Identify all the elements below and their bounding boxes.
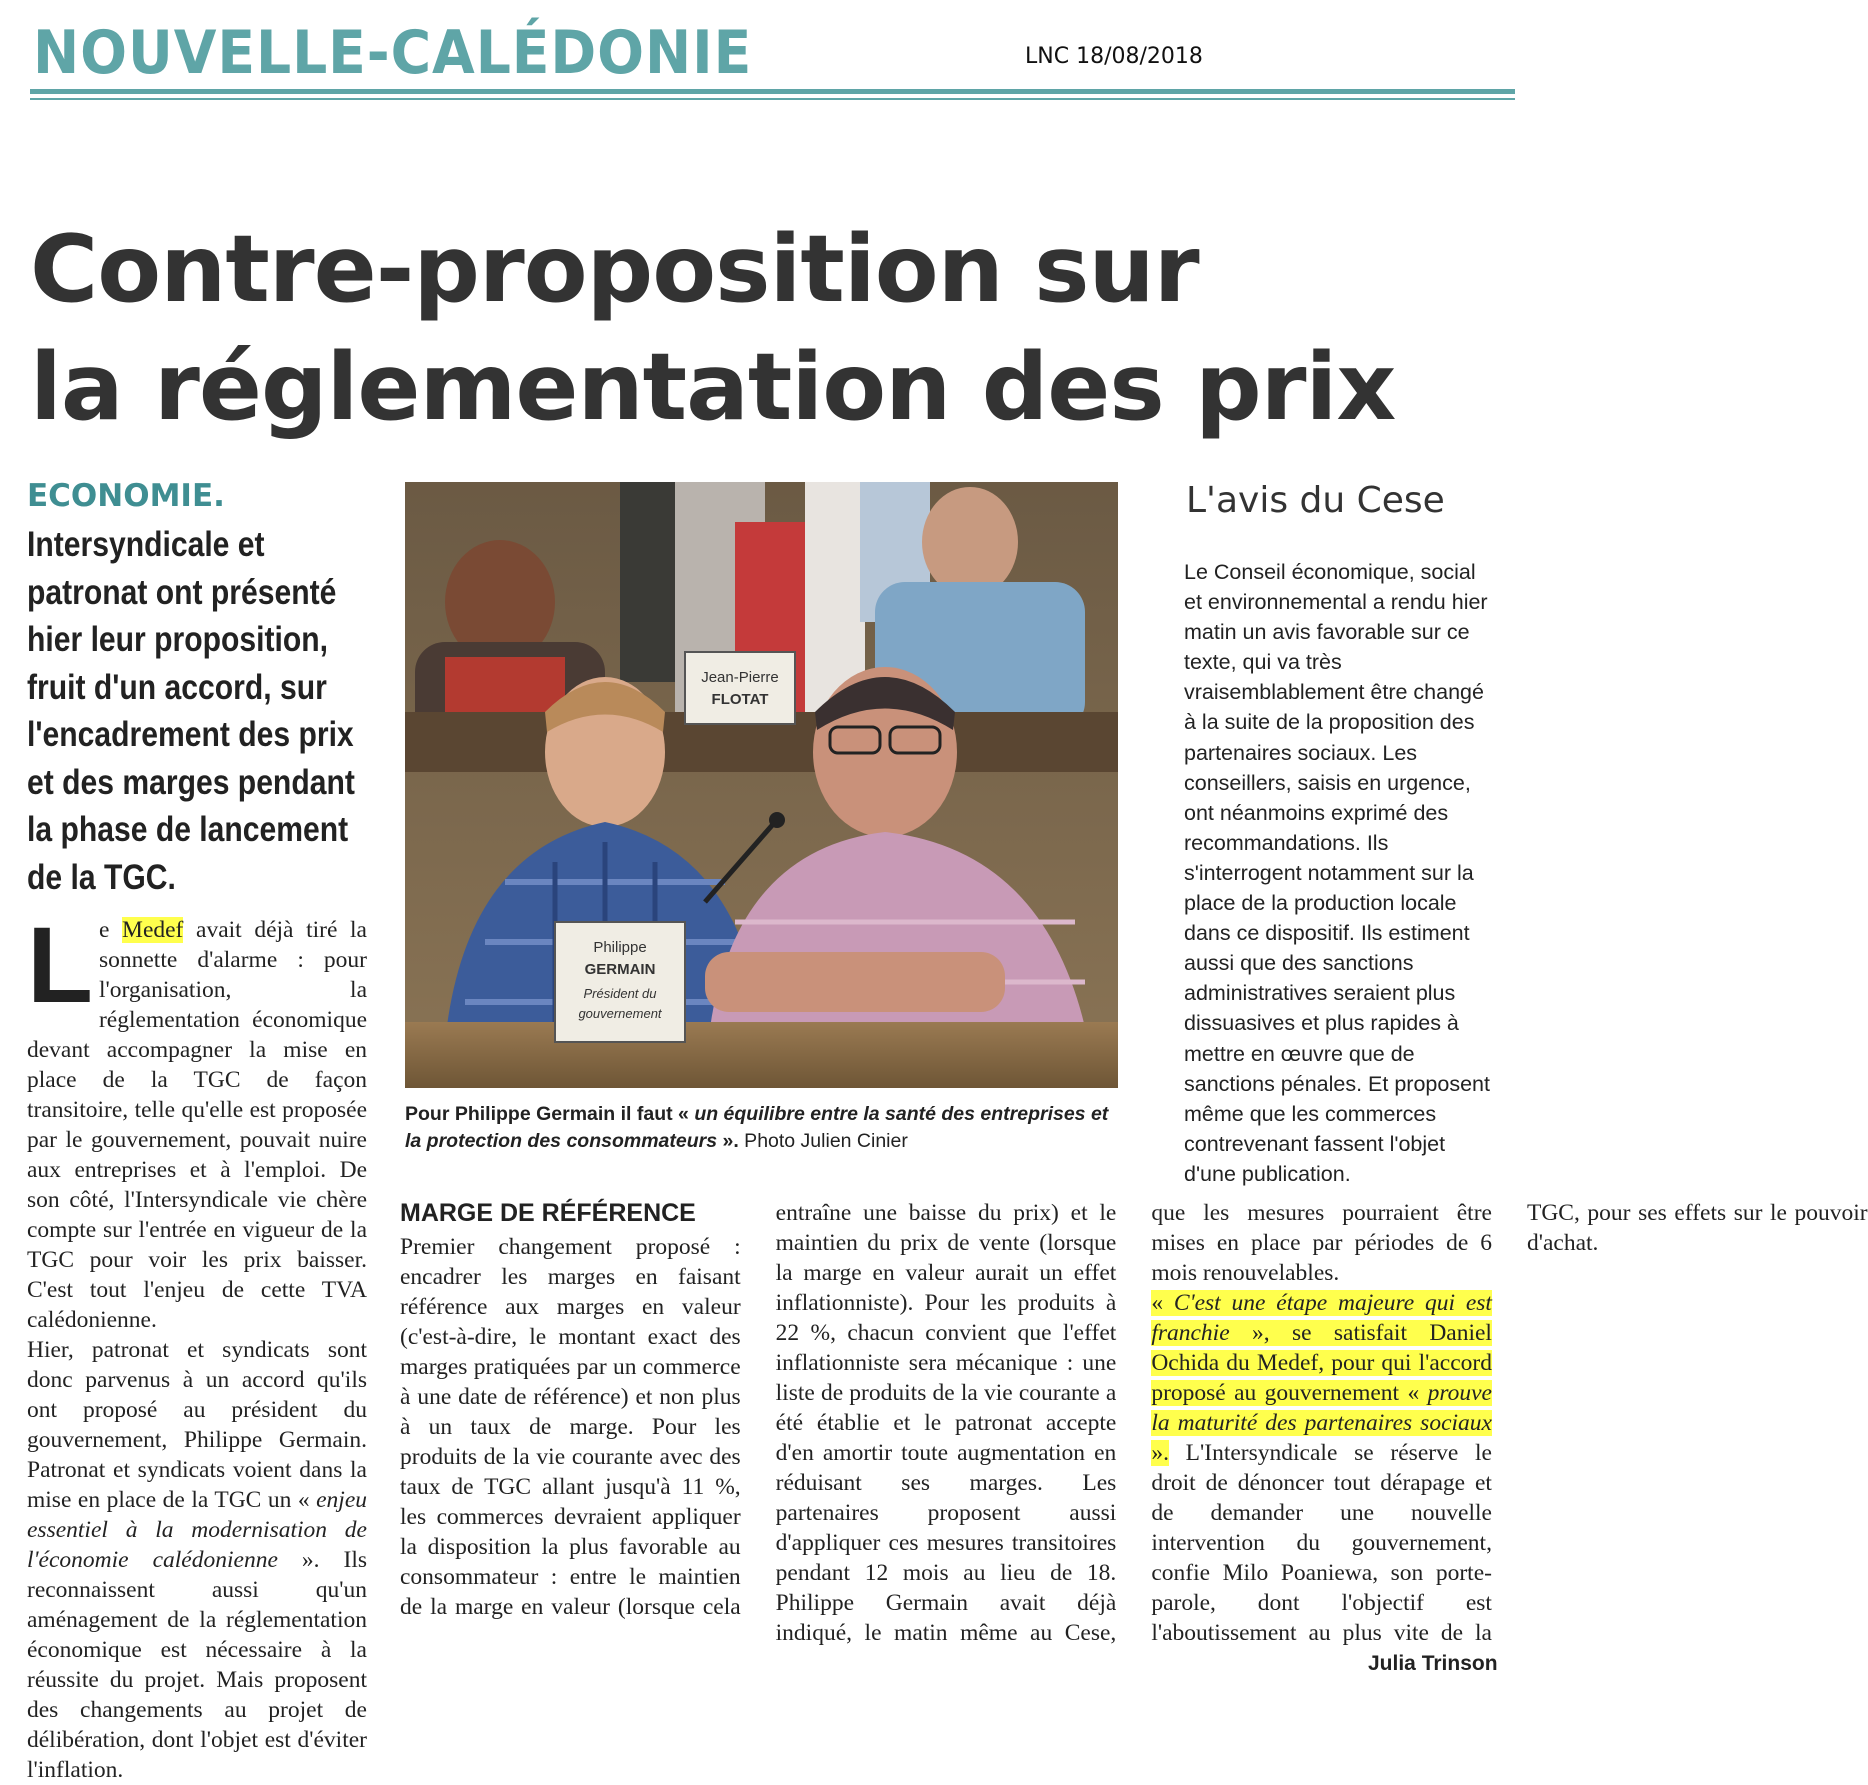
paragraph-3: Premier changement proposé : encadrer les marges en faisant référence aux marges en valeur (c'est-à-dire, le montant exact des marges pratiquées par un commerce à une date de référence) et non plus à un taux de marge. Pour les produits de la vie courante avec des taux de TGC allant jusqu'à 11 %, les commerces devraient appliquer la disposition la plus favorable au consommateur : entre le maintien de la marge en valeur (lorsque cela entraîne une baisse du prix) et le maintien du prix de vente (lorsque la marge en valeur aurait un effet inflationniste). Pour les produits à 22 %, chacun convient que l'effet inflationniste sera mécanique : une liste de produits de la vie courante a été établie et le patronat accepte d'en amortir toute augmentation en réduisant ses marges. Les partenaires proposent aussi d'appliquer ces mesures transitoires pendant 12 mois au lieu de 18. Philippe Germain avait déjà indiqué, le matin même au Cese, que les mesures pourraient être mises en place par périodes de 6 mois renouvelables.: [400, 1200, 1492, 1646]
photo-caption: [405, 1101, 1125, 1155]
subhead-marge: MARGE DE RÉFÉRENCE: [400, 1199, 696, 1227]
photo-illustration: [405, 482, 1118, 1088]
highlight-medef: Medef: [122, 917, 184, 943]
header-rule-thin: [30, 98, 1515, 100]
nameplate-flotat-first: Jean-Pierre: [701, 669, 779, 686]
publication-date: LNC 18/08/2018: [1025, 44, 1203, 69]
paragraph-1-start: e: [98, 917, 123, 943]
paragraph-4-text: L'Intersyndicale se réserve le droit de dénoncer tout dérapage et de demander une nouvelle intervention du gouvernement, confie Milo Poaniewa, son porte-parole, dont l'objectif est l'aboutissement au plus vite de la TGC, pour ses effets sur le pouvoir d'achat.: [1151, 1200, 1868, 1646]
nameplate-germain-first: Philippe: [593, 939, 647, 956]
nameplate-germain-last: GERMAIN: [584, 961, 656, 978]
nameplate-germain-role-1: Président du: [583, 986, 657, 1001]
paragraph-2: [27, 1335, 367, 1785]
paragraph-2-end: ». Ils reconnaissent aussi qu'un aménagement de la réglementation économique est nécessaire à la réussite du projet. Mais proposent des changements au projet de délibération, dont l'objet est d'éviter l'inflation.: [27, 1547, 367, 1783]
standfirst: Intersyndicale et patronat ont présenté hier leur proposition, fruit d'un accord, sur l'encadrement des prix et des marges pendant la phase de lancement de la TGC.: [27, 525, 355, 897]
nameplate-flotat-last: FLOTAT: [711, 691, 769, 708]
caption-quote: un équilibre entre la santé des entreprises et la protection des consommateurs: [405, 1103, 1109, 1152]
kicker: ECONOMIE.: [27, 478, 225, 514]
paragraph-2-text: Hier, patronat et syndicats sont donc parvenus à un accord qu'ils ont proposé au président du gouvernement, Philippe Germain. Patronat et syndicats voient dans la mise en place de la TGC un «: [27, 1337, 367, 1513]
sidebar-title: L'avis du Cese: [1186, 480, 1445, 521]
caption-close: ».: [717, 1130, 739, 1152]
section-title: NOUVELLE-CALÉDONIE: [33, 18, 753, 88]
quote-ochida-1: C'est une étape majeure qui est franchie: [1151, 1290, 1492, 1346]
drop-cap: L: [27, 904, 93, 1025]
headline: [30, 210, 1490, 446]
sidebar-text: Le Conseil économique, social et environnemental a rendu hier matin un avis favorable sur ce texte, qui va très vraisemblablement être changé à la suite de la proposition des partenaires sociaux. Les conseillers, saisis en urgence, ont néanmoins exprimé des recommandations. Ils s'interrogent notamment sur la place de la production locale dans ce dispositif. Ils estiment aussi que des sanctions administratives seraient plus dissuasives et plus rapides à mettre en œuvre que de sanctions pénales. Et proposent même que les commerces contrevenant fassent l'objet d'une publication.: [1184, 560, 1490, 1186]
headline-line-1: Contre-proposition sur: [30, 215, 1199, 323]
paragraph-1-text: avait déjà tiré la sonnette d'alarme : pour l'organisation, la réglementation économique devant accompagner la mise en place de la TGC de façon transitoire, telle qu'elle est proposée par le gouvernement, pouvait nuire aux entreprises et à l'emploi. De son côté, l'Intersyndicale vie chère compte sur l'entrée en vigueur de la TGC pour voir les prix baisser. C'est tout l'enjeu de cette TVA calédonienne.: [27, 917, 367, 1333]
quote-close: ».: [1151, 1440, 1169, 1466]
article-columns-2-4: [400, 1198, 1868, 1648]
article-photo: [405, 482, 1118, 1088]
quote-open: «: [1151, 1290, 1174, 1316]
sidebar-body: [1184, 557, 1496, 1189]
article-column-1: [27, 904, 367, 1785]
caption-lead: Pour Philippe Germain il faut «: [405, 1103, 695, 1125]
quote-attribution: », se satisfait Daniel Ochida du Medef, pour qui l'accord proposé au gouvernement «: [1151, 1320, 1492, 1406]
paragraph-2-quote: enjeu essentiel à la modernisation de l'économie calédonienne: [27, 1487, 367, 1573]
headline-line-2: la réglementation des prix: [30, 333, 1396, 441]
quote-ochida-2: prouve la maturité des partenaires sociaux: [1151, 1380, 1492, 1436]
byline: Julia Trinson: [1368, 1652, 1498, 1675]
nameplate-germain-role-2: gouvernement: [578, 1006, 662, 1021]
header-rule: [30, 89, 1515, 94]
photo-credit: Photo Julien Cinier: [738, 1130, 908, 1152]
paragraph-1: [27, 904, 367, 1335]
